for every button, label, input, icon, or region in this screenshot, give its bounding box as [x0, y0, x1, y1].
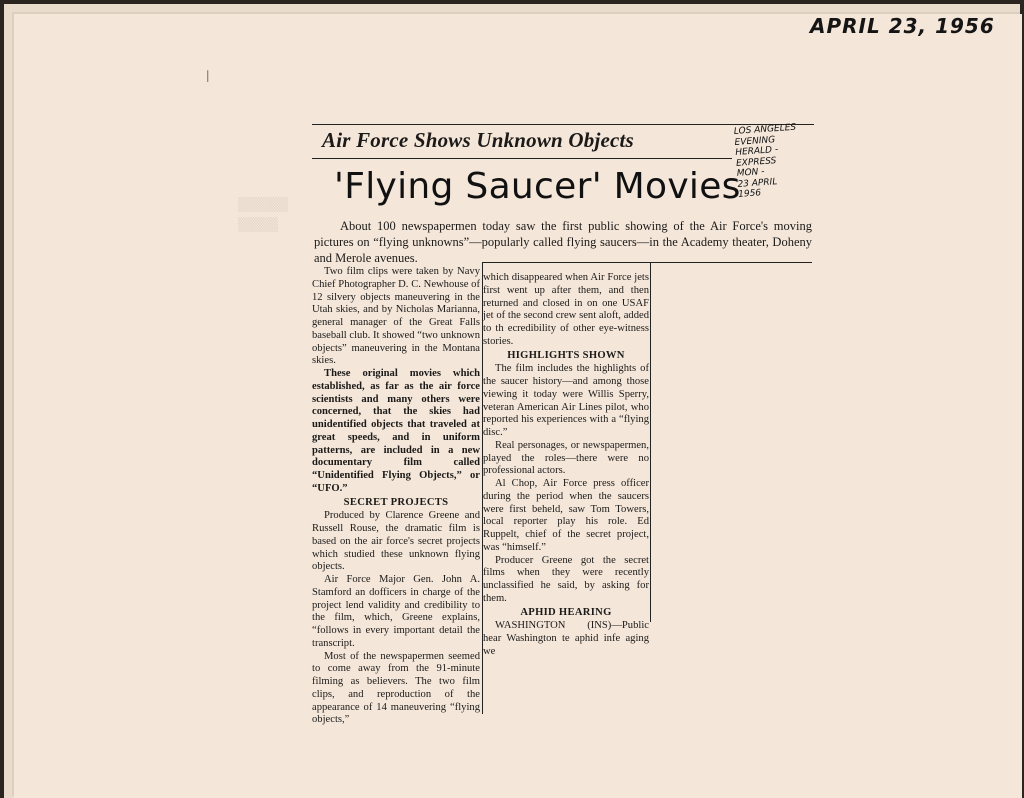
handwritten-date: APRIL 23, 1956	[810, 14, 995, 38]
article-paragraph: Real personages, or newspapermen, played the roles—there were no professional actors.	[483, 439, 649, 477]
source-line: HERALD -	[735, 144, 779, 158]
source-line: 1956	[737, 188, 762, 200]
source-line: LOS ANGELES	[733, 122, 797, 137]
main-title: 'Flying Saucer' Movies	[334, 166, 741, 207]
article-paragraph: Al Chop, Air Force press officer during the period when the saucers were first beheld, saw Tom Towers, local reporter play his role. Ed Ruppelt, chief of the secret project, was “himself.”	[483, 478, 649, 553]
subheading: APHID HEARING	[520, 606, 612, 618]
source-line: EXPRESS	[735, 155, 777, 169]
article-paragraph: Most of the newspapermen seemed to come away from the 91-minute filming as believers. The two film clips, and reproduction of the appearance of 14 maneuvering “flying objects,”	[312, 650, 480, 726]
headline: Air Force Shows Unknown Objects	[322, 128, 634, 152]
source-line: MON -	[736, 166, 765, 179]
headline-rule	[312, 158, 732, 159]
top-rule	[312, 124, 814, 125]
newspaper-clipping	[312, 122, 814, 726]
source-line: 23 APRIL	[737, 176, 778, 190]
article-paragraph: WASHINGTON (INS)—Public hear Washington te aphid infe aging we	[483, 620, 649, 657]
article-paragraph: Produced by Clarence Greene and Russell Rouse, the dramatic film is based on the air force's secret projects which studied these unknown flying objects.	[312, 510, 480, 573]
article-paragraph: Two film clips were taken by Navy Chief Photographer D. C. Newhouse of 12 silvery objects maneuvering in the Utah skies, and by Nicholas Marianna, general manager of the Great Falls baseball club. It showed “two unknown objects” maneuvering in the Montana skies.	[312, 266, 480, 367]
lead-rule	[482, 262, 812, 263]
right-column	[483, 272, 649, 659]
subheading: SECRET PROJECTS	[343, 496, 449, 508]
article-paragraph: Producer Greene got the secret films when they were recently unclassified he said, by asking for them.	[483, 554, 649, 604]
subheading: HIGHLIGHTS SHOWN	[507, 349, 625, 361]
article-paragraph: The film includes the highlights of the saucer history—and among those viewing it today were Willis Sperry, veteran American Air Lines pilot, who reported his experiences with a “flying disc.”	[483, 363, 649, 438]
article-paragraph: Air Force Major Gen. John A. Stamford an dofficers in charge of the project lend validity and credibility to the film, which, Greene explains, “follows in every important detail the transcript.	[312, 574, 480, 649]
source-line: EVENING	[734, 134, 776, 148]
page-mark: ׀	[205, 72, 211, 83]
handwritten-source-note	[734, 121, 823, 200]
show-through-text: ▒▒▒▒▒ ▒▒▒▒	[238, 198, 288, 233]
lead-paragraph: About 100 newspapermen today saw the first public showing of the Air Force's moving pictures on “flying unknowns”—popularly called flying saucers—in the Academy theater, Doheny and Merole avenues.	[314, 219, 812, 265]
article-paragraph: which disappeared when Air Force jets first went up after them, and then returned and closed in on one USAF jet of the second crew sent aloft, added to th ecredibility of other eye-witness stories.	[483, 272, 649, 347]
article-paragraph: These original movies which established, as far as the air force scientists and many others were concerned, that the skies had unidentified objects that traveled at great speeds, and in uniform patterns, are included in a new documentary film called “Unidentified Flying Objects,” or “UFO.”	[312, 368, 480, 494]
right-edge-rule	[650, 262, 651, 622]
left-column	[312, 266, 480, 727]
